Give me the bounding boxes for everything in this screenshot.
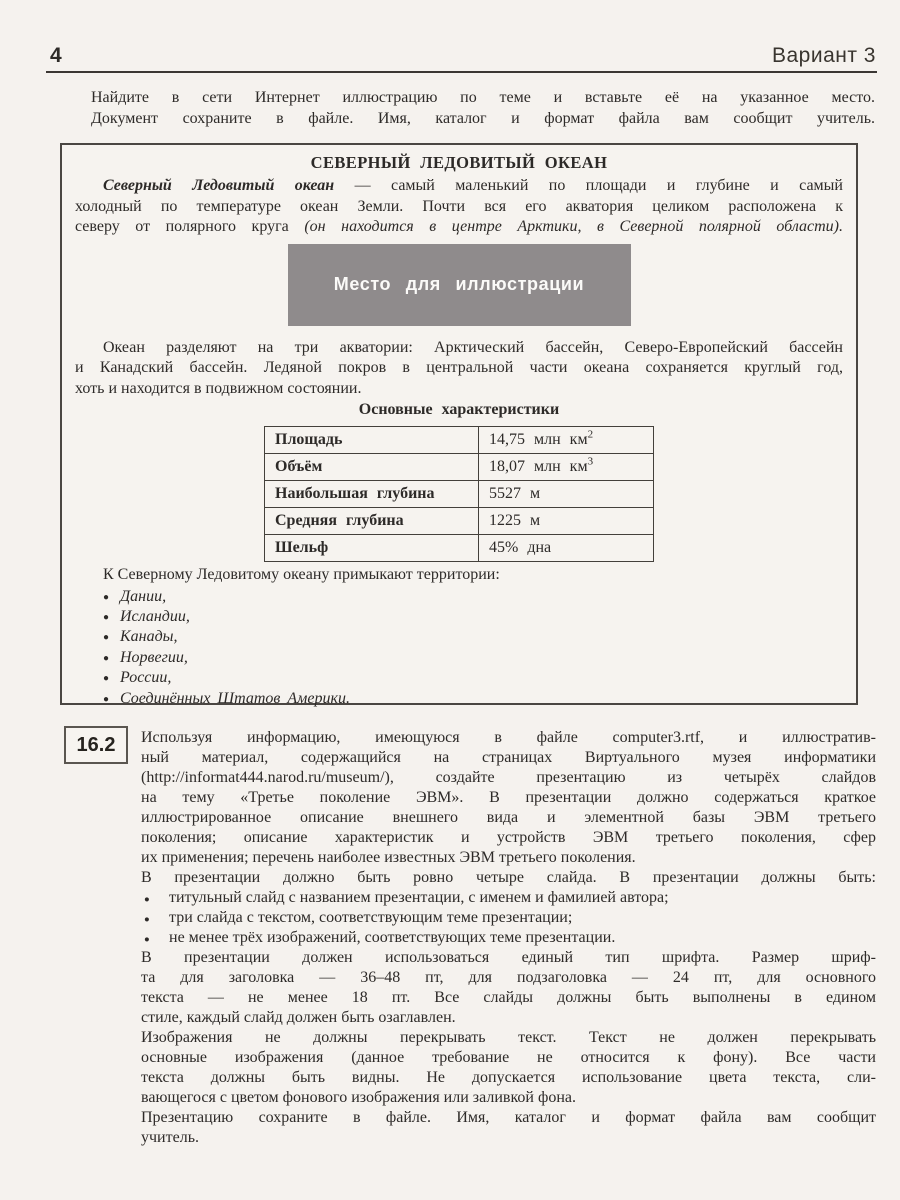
text-line: Используя информацию, имеющуюся в файле computer3.rtf, и иллюстратив-	[141, 729, 876, 746]
text-line	[75, 217, 843, 238]
document-paragraph-1	[75, 176, 843, 238]
intro-paragraph	[91, 88, 875, 129]
text-line: учитель.	[141, 1129, 199, 1146]
header-rule	[46, 71, 877, 73]
list-item: ● Соединённых Штатов Америки.	[103, 689, 843, 709]
text-line: на тему «Третье поколение ЭВМ». В презентации должно содержаться краткое	[141, 789, 876, 806]
text-line: их применения; перечень наиболее известных ЭВМ третьего поколения.	[141, 849, 636, 866]
list-item: ● Исландии,	[103, 607, 843, 627]
text-line: В презентации должно быть ровно четыре слайда. В презентации должны быть:	[141, 869, 876, 886]
table-row	[265, 535, 654, 562]
illustration-placeholder	[288, 244, 631, 326]
list-item: ● России,	[103, 668, 843, 688]
document-title: СЕВЕРНЫЙ ЛЕДОВИТЫЙ ОКЕАН	[310, 153, 608, 172]
page-header	[50, 44, 876, 68]
text-line: холодный по температуре океан Земли. Почти вся его акватория целиком расположена к	[75, 197, 843, 215]
table-row-value: 1225 м	[479, 508, 654, 535]
table-row-label: Шельф	[265, 535, 479, 562]
task-text	[141, 728, 876, 1148]
list-item: ● три слайда с текстом, соответствующим теме презентации;	[141, 908, 876, 928]
variant-label: Вариант 3	[771, 44, 876, 67]
text-line: текста должны быть видны. Не допускается использование цвета текста, сли-	[141, 1069, 876, 1086]
text-line: Найдите в сети Интернет иллюстрацию по теме и вставьте её на указанное место.	[91, 89, 875, 106]
list-item: ● не менее трёх изображений, соответствующих теме презентации.	[141, 928, 876, 948]
table-row	[265, 454, 654, 481]
task-number-badge	[64, 726, 128, 764]
text-line: текста — не менее 18 пт. Все слайды должны быть выполнены в едином	[141, 989, 876, 1006]
list-item: ● Дании,	[103, 587, 843, 607]
document-frame	[60, 143, 858, 705]
text-line: иллюстрированное описание внешнего вида и элементной базы ЭВМ третьего	[141, 809, 876, 826]
text-line: Презентацию сохраните в файле. Имя, каталог и формат файла вам сообщит	[141, 1109, 876, 1126]
task-16-2	[64, 726, 876, 1148]
table-row-label: Средняя глубина	[265, 508, 479, 535]
table-row	[265, 508, 654, 535]
text-line: Документ сохраните в файле. Имя, каталог и формат файла вам сообщит учитель.	[91, 109, 875, 127]
lead-term: Северный Ледовитый океан	[103, 177, 335, 194]
characteristics-table-title: Основные характеристики	[358, 401, 560, 418]
text-run: — самый маленький по площади и глубине и самый	[334, 177, 843, 194]
list-item: ● титульный слайд с названием презентации, с именем и фамилией автора;	[141, 888, 876, 908]
territories-list	[75, 565, 843, 709]
text-line: Изображения не должны перекрывать текст. Текст не должен перекрывать	[141, 1029, 876, 1046]
task-number: 16.2	[76, 733, 116, 756]
table-row-value: 14,75 млн $км^2$	[479, 427, 654, 454]
list-item: ● Норвегии,	[103, 648, 843, 668]
page-number: 4	[50, 44, 62, 67]
table-row-value: 18,07 млн $км^3$	[479, 454, 654, 481]
text-line: поколения; описание характеристик и устройств ЭВМ третьего поколения, сфер	[141, 829, 876, 846]
text-line: стиле, каждый слайд должен быть озаглавлен.	[141, 1009, 456, 1026]
illustration-placeholder-label: Место для иллюстрации	[333, 274, 585, 294]
text-line: та для заголовка — 36–48 пт, для подзаголовка — 24 пт, для основного	[141, 969, 876, 986]
text-line: вающегося с цветом фонового изображения или заливкой фона.	[141, 1089, 576, 1106]
document-paragraph-2	[75, 338, 843, 400]
text-line	[75, 176, 843, 197]
italic-note: (он находится в центре Арктики, в Северной полярной области).	[304, 218, 843, 235]
text-line: хоть и находится в подвижном состоянии.	[75, 379, 362, 397]
list-item: ● Канады,	[103, 627, 843, 647]
text-line: ный материал, содержащийся на страницах Виртуального музея информатики	[141, 749, 876, 766]
text-line: и Канадский бассейн. Ледяной покров в центральной части океана сохраняется круглый год,	[75, 359, 843, 376]
text-line: В презентации должен использоваться единый тип шрифта. Размер шриф-	[141, 949, 876, 966]
table-row-label: Площадь	[265, 427, 479, 454]
text-line: Океан разделяют на три акватории: Арктический бассейн, Северо-Европейский бассейн	[103, 338, 843, 356]
territories-intro: К Северному Ледовитому океану примыкают территории:	[103, 566, 500, 583]
table-row-value: 45% дна	[479, 535, 654, 562]
text-run: северу от полярного круга	[75, 218, 305, 235]
table-row	[265, 481, 654, 508]
characteristics-table	[264, 426, 654, 562]
table-row-value: 5527 м	[479, 481, 654, 508]
table-row-label: Объём	[265, 454, 479, 481]
table-row-label: Наибольшая глубина	[265, 481, 479, 508]
text-line: основные изображения (данное требование не относится к фону). Все части	[141, 1049, 876, 1066]
table-row	[265, 427, 654, 454]
text-line: (http://informat444.narod.ru/museum/), создайте презентацию из четырёх слайдов	[141, 769, 876, 786]
